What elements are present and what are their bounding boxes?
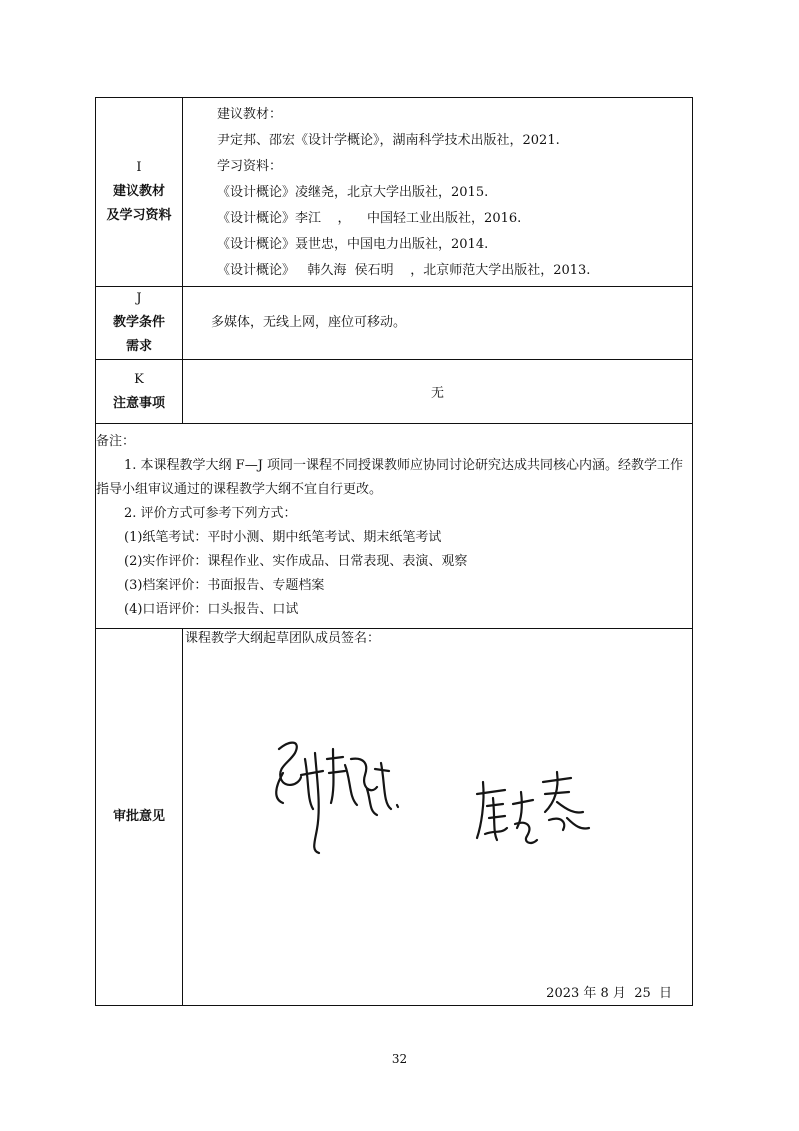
section-i-content <box>183 98 693 287</box>
evaluation-method: (4)口语评价：口头报告、口试 <box>124 602 299 617</box>
notes-content-none: 无 <box>430 386 444 401</box>
remarks-cell <box>96 424 693 629</box>
section-k-content <box>183 360 693 424</box>
section-k-code: K <box>134 371 144 387</box>
approval-date: 2023 年 8 月 25 日 <box>546 986 672 1001</box>
section-j-label <box>96 287 183 360</box>
section-k-label <box>96 360 183 424</box>
reference-line: 《设计概论》聂世忠，中国电力出版社，2014. <box>217 237 489 252</box>
section-j-title-line2: 需求 <box>125 339 152 354</box>
evaluation-method: (2)实作评价：课程作业、实作成品、日常表现、表演、观察 <box>124 554 468 569</box>
section-i-title-line2: 及学习资料 <box>106 208 172 223</box>
section-i-code: I <box>136 160 142 175</box>
section-j-code: J <box>136 291 142 306</box>
evaluation-method: (1)纸笔考试：平时小测、期中纸笔考试、期末纸笔考试 <box>124 530 442 545</box>
approval-title: 审批意见 <box>112 809 165 824</box>
section-j-title-line1: 教学条件 <box>112 315 165 330</box>
page-number: 32 <box>391 1052 408 1066</box>
signature-2-image <box>471 764 601 854</box>
evaluation-method: (3)档案评价：书面报告、专题档案 <box>124 578 325 593</box>
remarks-item-1: 1. 本课程教学大纲 F—J 项同一课程不同授课教师应协同讨论研究达成共同核心内涵。经教学工作指导小组审议通过的课程教学大纲不宜自行更改。 <box>96 458 684 497</box>
teaching-conditions-text: 多媒体，无线上网，座位可移动。 <box>211 315 407 330</box>
section-k-title: 注意事项 <box>112 395 165 411</box>
team-signature-title: 课程教学大纲起草团队成员签名： <box>185 631 381 646</box>
reference-line: 尹定邦、邵宏《设计学概论》，湖南科学技术出版社，2021. <box>217 133 560 148</box>
syllabus-table <box>95 97 693 1006</box>
reference-line: 《设计概论》凌继尧，北京大学出版社，2015. <box>217 185 489 200</box>
approval-label <box>96 629 183 1006</box>
reference-line: 《设计概论》 韩久海 侯石明 ，北京师范大学出版社，2013. <box>217 263 591 278</box>
reference-line: 学习资料： <box>217 159 283 174</box>
section-i-label <box>96 98 183 287</box>
remarks-item-2: 2. 评价方式可参考下列方式： <box>124 506 297 521</box>
reference-line: 《设计概论》李江 ， 中国轻工业出版社，2016. <box>217 211 522 226</box>
signature-1-image <box>271 729 411 859</box>
section-j-content <box>183 287 693 360</box>
remarks-title: 备注： <box>96 434 136 449</box>
approval-content <box>183 629 693 1006</box>
section-i-title-line1: 建议教材 <box>112 184 165 199</box>
reference-line: 建议教材： <box>217 107 283 122</box>
